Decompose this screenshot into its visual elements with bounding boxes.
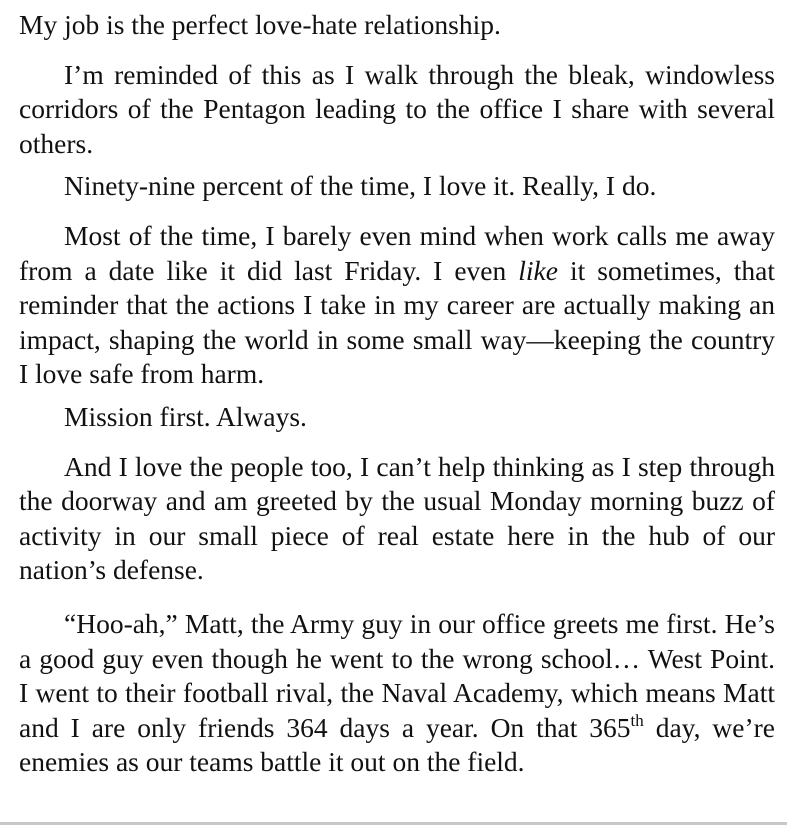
paragraph-4-text-end: it sometimes, that reminder that the actions I take in my career are actually making an impact, shaping the world in some small way—keeping the country I love safe from harm. <box>19 254 775 390</box>
paragraph-3-text: Ninety-nine percent of the time, I love it. Really, I do. <box>64 170 657 202</box>
paragraph-1 <box>19 8 775 43</box>
paragraph-7-text-start: “Hoo-ah,” Matt, the Army guy in our office greets me first. He’s a good guy even though he went to the wrong school… West Point. I went to their football rival, the Naval Academy, which means Matt and I are only friends 364 days a year. On that 365 <box>19 607 775 743</box>
paragraph-7-text-end: day, we’re enemies as our teams battle it out on the field. <box>19 711 776 778</box>
paragraph-2-text: I’m reminded of this as I walk through the bleak, windowless corridors of the Pentagon leading to the office I share with several others. <box>19 58 775 159</box>
paragraph-4 <box>19 219 775 392</box>
paragraph-5 <box>19 400 775 435</box>
document-page <box>19 8 775 780</box>
paragraph-6-text: And I love the people too, I can’t help thinking as I step through the doorway and am greeted by the usual Monday morning buzz of activity in our small piece of real estate here in the hub of our nation’s defense. <box>19 450 775 586</box>
paragraph-4-text-start: Most of the time, I barely even mind when work calls me away from a date like it did last Friday. I even <box>19 219 775 286</box>
paragraph-7-superscript-th: th <box>630 710 644 730</box>
paragraph-5-text: Mission first. Always. <box>64 400 307 432</box>
paragraph-3 <box>19 169 775 204</box>
paragraph-6 <box>19 450 775 588</box>
paragraph-1-text: My job is the perfect love-hate relationship. <box>19 9 501 40</box>
paragraph-7 <box>19 607 775 780</box>
paragraph-4-italic-like: like <box>518 254 558 286</box>
paragraph-2 <box>19 58 775 162</box>
